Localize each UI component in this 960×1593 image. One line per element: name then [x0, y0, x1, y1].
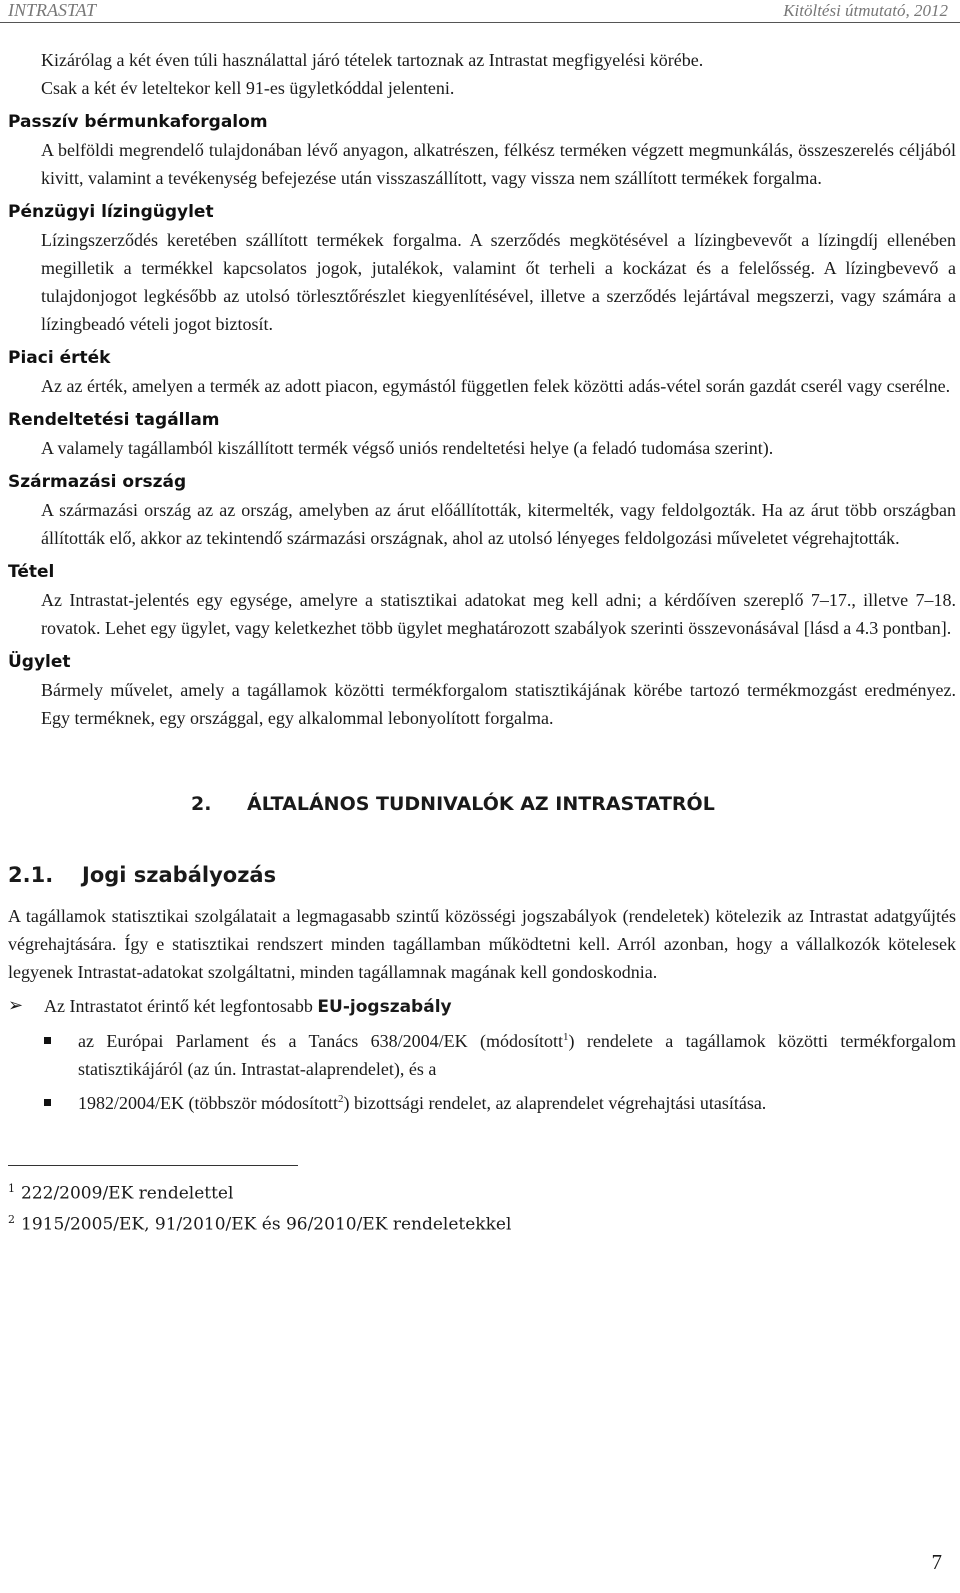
- term-definition: Bármely művelet, amely a tagállamok közötti termékforgalom statisztikájának körébe tartozó termékmozgást eredményez. Egy terméknek, egy országgal, egy alkalommal lebonyolított forgalma.: [41, 680, 956, 728]
- arrow-bullet-icon: ➢: [8, 995, 24, 1016]
- sub-bullet-item: [8, 1089, 956, 1117]
- footnote-text: 1915/2005/EK, 91/2010/EK és 96/2010/EK rendeletekkel: [21, 1214, 512, 1235]
- term-title: Piaci érték: [8, 348, 111, 368]
- term-definition: A belföldi megrendelő tulajdonában lévő anyagon, alkatrészen, félkész terméken végzett megmunkálás, összeszerelés céljából kivitt, valamint a tevékenység befejezése után visszaszállított, vagy vissza nem szállított termékek forgalma.: [41, 140, 956, 188]
- sub-bullet-item: [8, 1027, 956, 1083]
- footnote: [8, 1207, 956, 1238]
- term-definition: A valamely tagállamból kiszállított termék végső uniós rendeltetési helye (a feladó tudomása szerint).: [41, 438, 774, 458]
- section-heading: [8, 860, 956, 890]
- footnote-ref: 2: [338, 1093, 344, 1105]
- term-title: Pénzügyi lízingügylet: [8, 202, 214, 222]
- page-number: 7: [931, 1550, 942, 1574]
- bullet-text: Az Intrastatot érintő két legfontosabb: [44, 996, 318, 1016]
- page-header: [0, 0, 960, 23]
- term-definition: Az az érték, amelyen a termék az adott piacon, egymástól független felek közötti adás-vétel során gazdát cserél vagy cserélne.: [41, 376, 951, 396]
- term-definition: Az Intrastat-jelentés egy egysége, amelyre a statisztikai adatokat meg kell adni; a kérdőíven szereplő 7–17., illetve 7–18. rovatok. Lehet egy ügylet, vagy keletkezhet több ügylet meghatározott szabályok szerinti összevonásával [lásd a 4.3 pontban].: [41, 590, 956, 638]
- section-title: Jogi szabályozás: [82, 863, 277, 887]
- square-bullet-icon: [44, 1099, 51, 1106]
- intro-line-2: Csak a két év leteltekor kell 91-es ügyletkóddal jelenteni.: [41, 78, 455, 98]
- intro-line-1: Kizárólag a két éven túli használattal járó tételek tartoznak az Intrastat megfigyelési körébe.: [41, 50, 704, 70]
- section-number: 2.1.: [8, 863, 54, 887]
- term-title: Passzív bérmunkaforgalom: [8, 112, 268, 132]
- term-definition: A származási ország az az ország, amelyben az árut előállították, kitermelték, vagy feldolgozták. Ha az árut több országban állították elő, akkor az tekintendő származási országnak, ahol az utolsó lényeges feldolgozási műveletet végrehajtották.: [41, 500, 956, 548]
- sub-bullet-text-cont: ) bizottsági rendelet, az alaprendelet végrehajtási utasítása.: [343, 1093, 767, 1113]
- header-doc-name: INTRASTAT: [8, 0, 97, 20]
- footnote-separator: [8, 1165, 298, 1166]
- sub-bullet-text: az Európai Parlament és a Tanács 638/2004/EK (módosított: [78, 1031, 564, 1051]
- section-paragraph: A tagállamok statisztikai szolgálatait a legmagasabb szintű közösségi jogszabályok (rendeletek) kötelezik az Intrastat adatgyűjtés végrehajtására. Így e statisztikai rendszert minden tagállamban működtetni kell. Arról azonban, hogy a vállalkozók kötelesek legyenek Intrastat-adatokat szolgáltatni, minden tagállamnak magának kell gondoskodnia.: [8, 906, 956, 982]
- term-title: Rendeltetési tagállam: [8, 410, 220, 430]
- term-title: Tétel: [8, 562, 55, 582]
- footnote-text: 222/2009/EK rendelettel: [21, 1183, 234, 1204]
- footnote-number: 2: [8, 1212, 15, 1226]
- page-content: [8, 46, 956, 1237]
- chapter-title: ÁLTALÁNOS TUDNIVALÓK AZ INTRASTATRÓL: [247, 793, 715, 815]
- sub-bullet-text-cont: ) rendelete a tagállamok közötti termékforgalom statisztikájáról (az ún. Intrastat-alaprendelet), és a: [78, 1031, 957, 1079]
- bullet-item: [8, 992, 956, 1021]
- header-guide-title: Kitöltési útmutató, 2012: [783, 1, 948, 20]
- footnote: [8, 1176, 956, 1207]
- footnote-ref: 1: [563, 1031, 569, 1043]
- term-definition: Lízingszerződés keretében szállított termékek forgalma. A szerződés megkötésével a lízingbevevőt a lízingdíj ellenében megilletik a termékkel kapcsolatos jogok, jutalékok, valamint őt terheli a kockázat és a felelősség. A lízingbevevő a tulajdonjogot legkésőbb az utolsó törlesztőrészlet kiegyenlítésével, illetve a szerződés lejártával megszerzi, vagy számára a lízingbeadó vételi jogot biztosít.: [41, 230, 956, 334]
- chapter-number: 2.: [191, 793, 212, 815]
- sub-bullet-text: 1982/2004/EK (többször módosított: [78, 1093, 338, 1113]
- term-title: Származási ország: [8, 472, 187, 492]
- term-title: Ügylet: [8, 652, 71, 672]
- footnote-number: 1: [8, 1182, 15, 1195]
- chapter-heading: [191, 790, 956, 818]
- square-bullet-icon: [44, 1037, 51, 1044]
- bullet-bold-text: EU-jogszabály: [317, 997, 452, 1017]
